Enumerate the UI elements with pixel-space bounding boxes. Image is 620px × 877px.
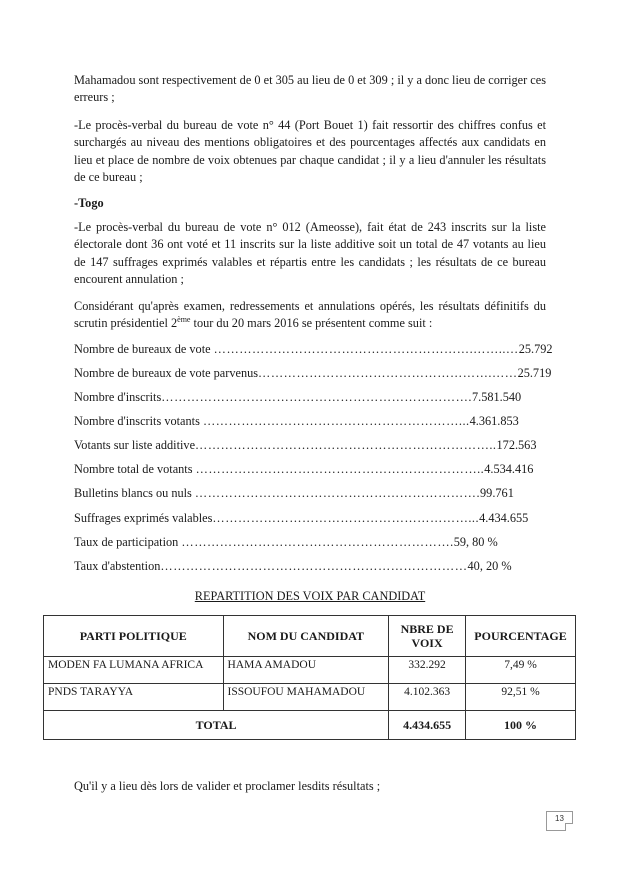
- stat-label: Nombre de bureaux de vote parvenus: [74, 366, 259, 380]
- stat-leader: ……………………………………………………….: [181, 535, 454, 549]
- paragraph-ameosse: -Le procès-verbal du bureau de vote n° 012 (Ameosse), fait état de 243 inscrits sur la liste électorale dont 36 ont voté et 11 inscrits sur la liste additive soit un total de 47 votants au lieu de 147 suffrages exprimés valables et répartis entre les candidats ; les résultats de ce bureau encourent annulation ;: [74, 220, 546, 287]
- stat-row: [74, 365, 551, 381]
- page-number: 13: [546, 811, 573, 831]
- paragraph-considerant: [74, 298, 546, 333]
- table-row: [44, 657, 576, 684]
- cell-voix: 4.102.363: [389, 684, 466, 711]
- stat-row: [74, 413, 519, 429]
- table-header-row: [44, 616, 576, 657]
- stat-value: 172.563: [496, 438, 537, 452]
- stat-value: 4.361.853: [469, 414, 519, 428]
- stat-label: Nombre de bureaux de vote: [74, 342, 214, 356]
- stat-label: Taux de participation: [74, 535, 182, 549]
- total-pourcentage: 100 %: [466, 711, 576, 740]
- stat-leader: ………………………………………………………………: [160, 559, 468, 573]
- stat-leader: …………………………………………………….……..…: [213, 342, 519, 356]
- table-title: REPARTITION DES VOIX PAR CANDIDAT: [194, 589, 426, 603]
- total-label: TOTAL: [44, 711, 389, 740]
- stat-row: [74, 437, 536, 453]
- stat-leader: ……………………………………………………...: [212, 511, 480, 525]
- stat-leader: ……………………………………………………...: [202, 414, 470, 428]
- table-total-row: [44, 711, 576, 740]
- header-candidat: NOM DU CANDIDAT: [223, 616, 389, 657]
- total-voix: 4.434.655: [389, 711, 466, 740]
- stat-label: Nombre d'inscrits votants: [74, 414, 203, 428]
- stat-leader: ……………………………………………………………….: [161, 390, 472, 404]
- cell-parti: MODEN FA LUMANA AFRICA: [44, 657, 224, 684]
- stat-leader: ……………………………………………………………..: [195, 438, 497, 452]
- stat-row: [74, 558, 512, 574]
- stat-leader: ………………………………………………………….: [194, 486, 481, 500]
- stat-leader: ……………………………………………….……: [258, 366, 518, 380]
- results-table: [43, 615, 576, 740]
- stat-value: 59, 80 %: [453, 535, 498, 549]
- cell-pourcentage: 92,51 %: [466, 684, 576, 711]
- header-pourcentage: POURCENTAGE: [466, 616, 576, 657]
- closing-statement: Qu'il y a lieu dès lors de valider et proclamer lesdits résultats ;: [74, 779, 381, 794]
- stat-value: 25.719: [517, 366, 552, 380]
- cell-candidat: HAMA AMADOU: [223, 657, 389, 684]
- stat-value: 99.761: [480, 486, 514, 500]
- cell-voix: 332.292: [389, 657, 466, 684]
- paragraph-correction: Mahamadou sont respectivement de 0 et 305 au lieu de 0 et 309 ; il y a donc lieu de corriger ces erreurs ;: [74, 73, 546, 105]
- stat-row: [74, 510, 528, 526]
- stat-row: [74, 534, 498, 550]
- paragraph-port-bouet: -Le procès-verbal du bureau de vote n° 44 (Port Bouet 1) fait ressortir des chiffres confus et surchargés au niveau des mentions obligatoires et des pourcentages affectés aux candidats en lieu et place de nombre de voix obtenues par chaque candidat ; il y a lieu d'annuler les résultats de ce bureau ;: [74, 118, 546, 185]
- considerant-text-end: tour du 20 mars 2016 se présentent comme suit :: [190, 316, 433, 331]
- stat-label: Votants sur liste additive: [74, 438, 196, 452]
- table-row: [44, 684, 576, 711]
- stat-label: Nombre d'inscrits: [74, 390, 162, 404]
- cell-candidat: ISSOUFOU MAHAMADOU: [223, 684, 389, 711]
- stat-label: Nombre total de votants: [74, 462, 196, 476]
- considerant-text-start: Considérant qu'après examen, redressements et annulations opérés, les résultats définitifs du scrutin présidentiel 2: [74, 299, 546, 331]
- stat-row: [74, 389, 521, 405]
- stat-value: 4.534.416: [484, 462, 534, 476]
- stat-label: Suffrages exprimés valables: [74, 511, 213, 525]
- stat-value: 25.792: [518, 342, 553, 356]
- ordinal-superscript: ème: [177, 315, 191, 325]
- stat-value: 7.581.540: [471, 390, 522, 404]
- section-heading-togo: -Togo: [74, 196, 104, 210]
- stat-value: 40, 20 %: [467, 559, 512, 573]
- header-voix: NBRE DE VOIX: [389, 616, 466, 657]
- header-parti: PARTI POLITIQUE: [44, 616, 224, 657]
- stat-value: 4.434.655: [479, 511, 529, 525]
- cell-parti: PNDS TARAYYA: [44, 684, 224, 711]
- stat-leader: …………………………………………………………..: [195, 462, 485, 476]
- stat-row: [74, 461, 533, 477]
- stat-row: [74, 341, 553, 357]
- stat-label: Bulletins blancs ou nuls: [74, 486, 195, 500]
- stat-label: Taux d'abstention: [74, 559, 161, 573]
- cell-pourcentage: 7,49 %: [466, 657, 576, 684]
- stat-row: [74, 485, 514, 501]
